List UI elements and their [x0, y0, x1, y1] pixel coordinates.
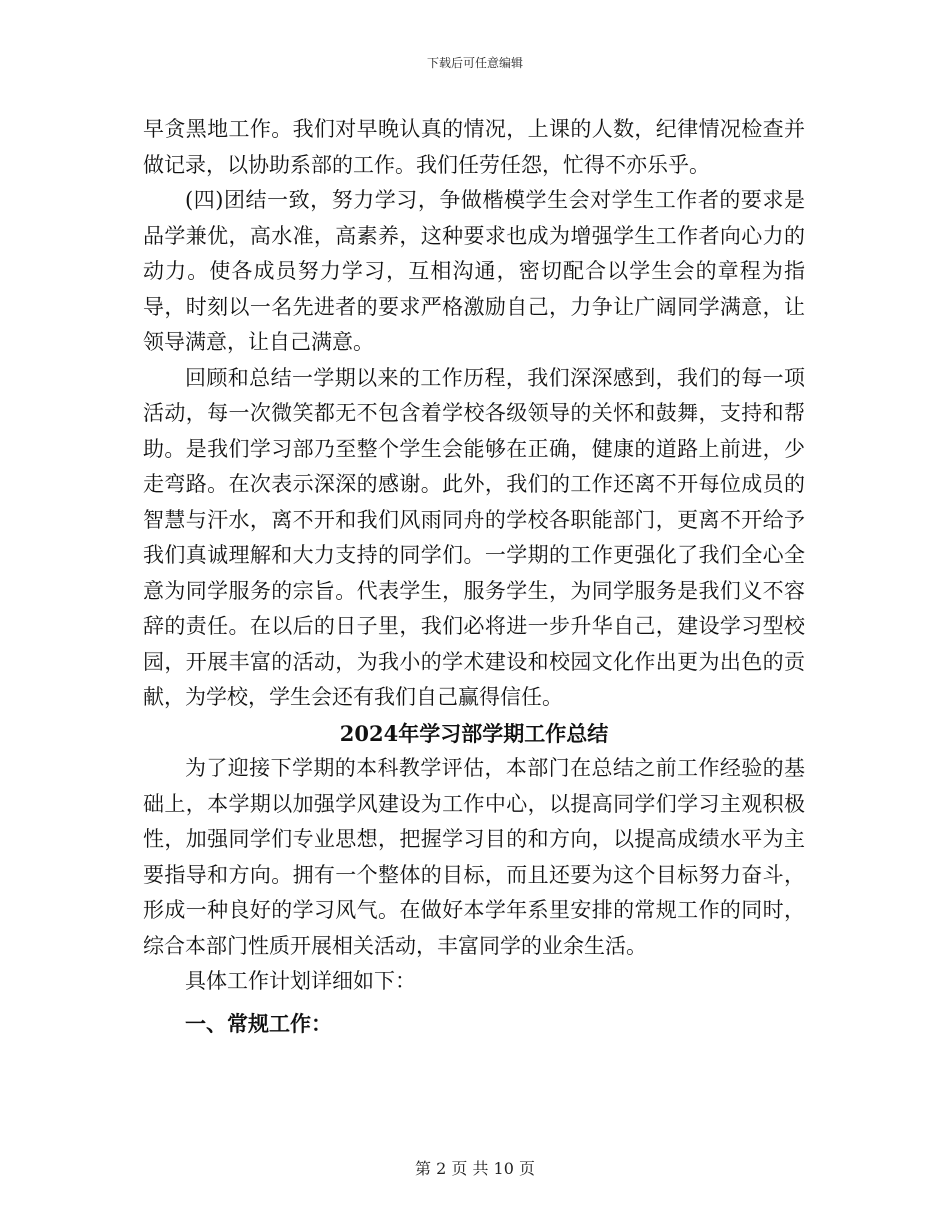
paragraph-plan-lead: 具体工作计划详细如下： — [185, 969, 416, 993]
document-body — [143, 112, 805, 1041]
paragraph-intro: 为了迎接下学期的本科教学评估，本部门在总结之前工作经验的基础上，本学期以加强学风建设为工作中心，以提高同学们学习主观积极性，加强同学们专业思想，把握学习目的和方向，以提高成绩水平为主要指导和方向。拥有一个整体的目标，而且还要为这个目标努力奋斗，形成一种良好的学习风气。在做好本学年系里安排的常规工作的同时，综合本部门性质开展相关活动，丰富同学的业余生活。 — [143, 756, 805, 958]
page-number: 第 2 页 共 10 页 — [415, 1159, 535, 1178]
paragraph-continuation: 早贪黑地工作。我们对早晚认真的情况，上课的人数，纪律情况检查并做记录，以协助系部的工作。我们任劳任怨，忙得不亦乐乎。 — [143, 117, 805, 177]
document-title: 2024年学习部学期工作总结 — [339, 720, 609, 746]
paragraph-review-summary: 回顾和总结一学期以来的工作历程，我们深深感到，我们的每一项活动，每一次微笑都无不包含着学校各级领导的关怀和鼓舞，支持和帮助。是我们学习部乃至整个学生会能够在正确，健康的道路上前进，少走弯路。在次表示深深的感谢。此外，我们的工作还离不开每位成员的智慧与汗水，离不开和我们风雨同舟的学校各职能部门，更离不开给予我们真诚理解和大力支持的同学们。一学期的工作更强化了我们全心全意为同学服务的宗旨。代表学生，服务学生，为同学服务是我们义不容辞的责任。在以后的日子里，我们必将进一步升华自己，建设学习型校园，开展丰富的活动，为我小的学术建设和校园文化作出更为出色的贡献，为学校，学生会还有我们自己赢得信任。 — [143, 365, 805, 709]
paragraph-unity-study: (四)团结一致，努力学习，争做楷模学生会对学生工作者的要求是品学兼优，高水准，高素养，这种要求也成为增强学生工作者向心力的动力。使各成员努力学习，互相沟通，密切配合以学生会的章程为指导，时刻以一名先进者的要求严格激励自己，力争让广阔同学满意，让领导满意，让自己满意。 — [143, 188, 805, 354]
page-header-note: 下载后可任意编辑 — [426, 56, 523, 70]
section-heading-routine-work: 一、常规工作： — [185, 1010, 332, 1036]
